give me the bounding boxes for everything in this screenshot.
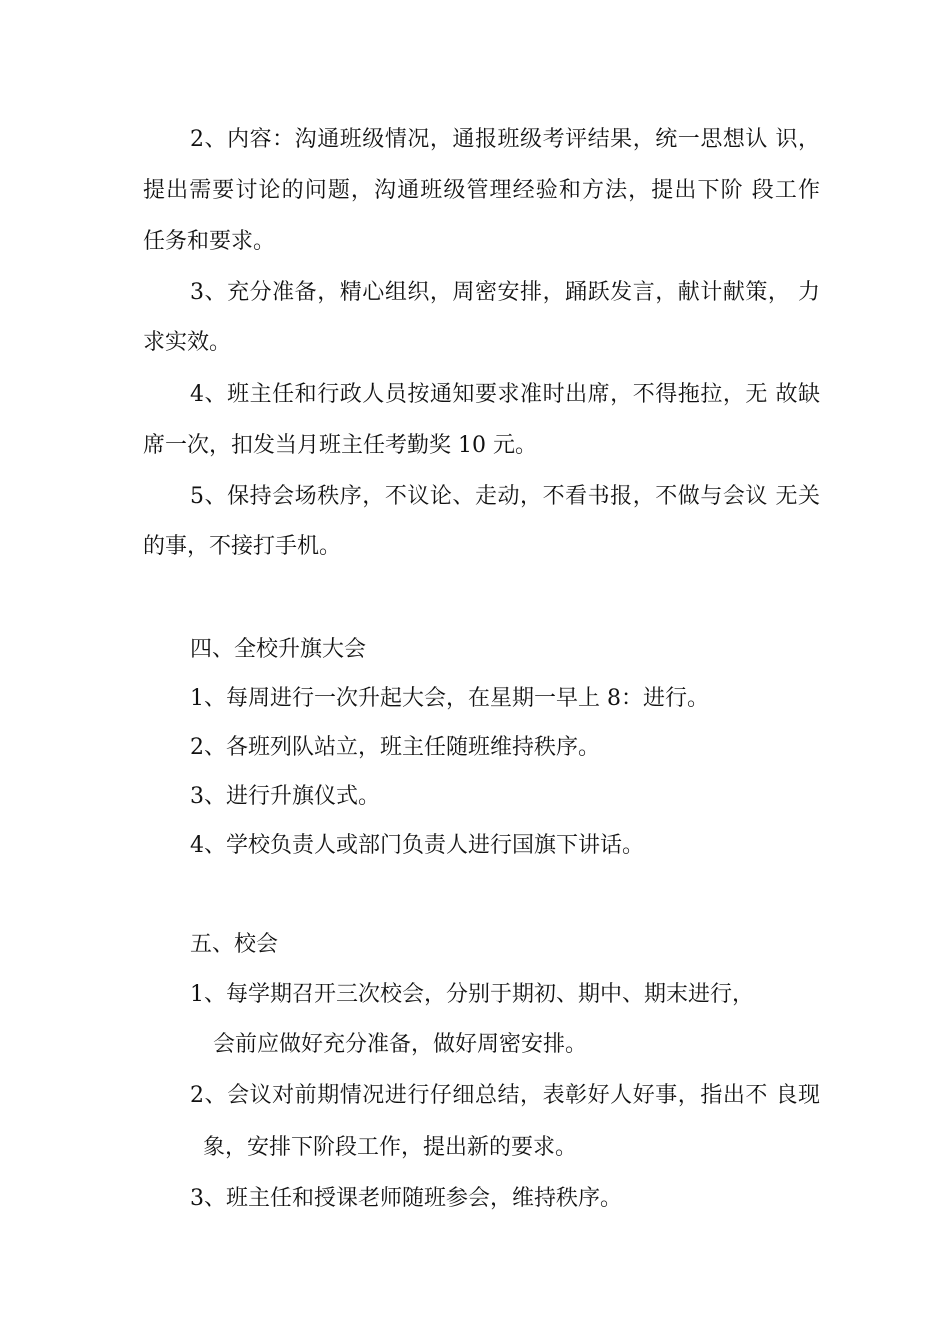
item-4-line-1: 4、班主任和行政人员按通知要求准时出席，不得拖拉，无 故缺: [190, 382, 820, 407]
school-meeting-item-2-line-1: 2、会议对前期情况进行仔细总结，表彰好人好事，指出不 良现: [190, 1083, 820, 1108]
item-2-line-3: 任务和要求。: [143, 229, 276, 254]
section-5-heading: 五、校会: [190, 932, 279, 957]
item-5-line-2: 的事，不接打手机。: [143, 534, 342, 559]
school-meeting-item-2-line-2: 象，安排下阶段工作，提出新的要求。: [203, 1135, 578, 1160]
list-item: 2、各班列队站立，班主任随班维持秩序。: [190, 735, 600, 760]
section-4-heading: 四、全校升旗大会: [190, 637, 367, 662]
item-2-line-1: 2、内容：沟通班级情况，通报班级考评结果，统一思想认 识，: [190, 127, 820, 152]
list-item: 1、每周进行一次升起大会，在星期一早上 8：进行。: [190, 686, 709, 711]
school-meeting-item-1-line-2: 会前应做好充分准备，做好周密安排。: [213, 1032, 588, 1057]
item-5-line-1: 5、保持会场秩序，不议论、走动，不看书报，不做与会议 无关: [190, 484, 820, 509]
school-meeting-item-3-line-1: 3、班主任和授课老师随班参会，维持秩序。: [190, 1186, 622, 1211]
school-meeting-item-1-line-1: 1、每学期召开三次校会，分别于期初、期中、期末进行，: [190, 982, 754, 1007]
list-item: 3、进行升旗仪式。: [190, 784, 380, 809]
item-3-line-2: 求实效。: [143, 330, 232, 355]
list-item: 4、学校负责人或部门负责人进行国旗下讲话。: [190, 833, 644, 858]
item-4-line-2: 席一次，扣发当月班主任考勤奖 10 元。: [143, 433, 537, 458]
item-2-line-2: 提出需要讨论的问题，沟通班级管理经验和方法，提出下阶 段工作: [143, 178, 820, 203]
item-3-line-1: 3、充分准备，精心组织，周密安排，踊跃发言，献计献策， 力: [190, 280, 820, 305]
